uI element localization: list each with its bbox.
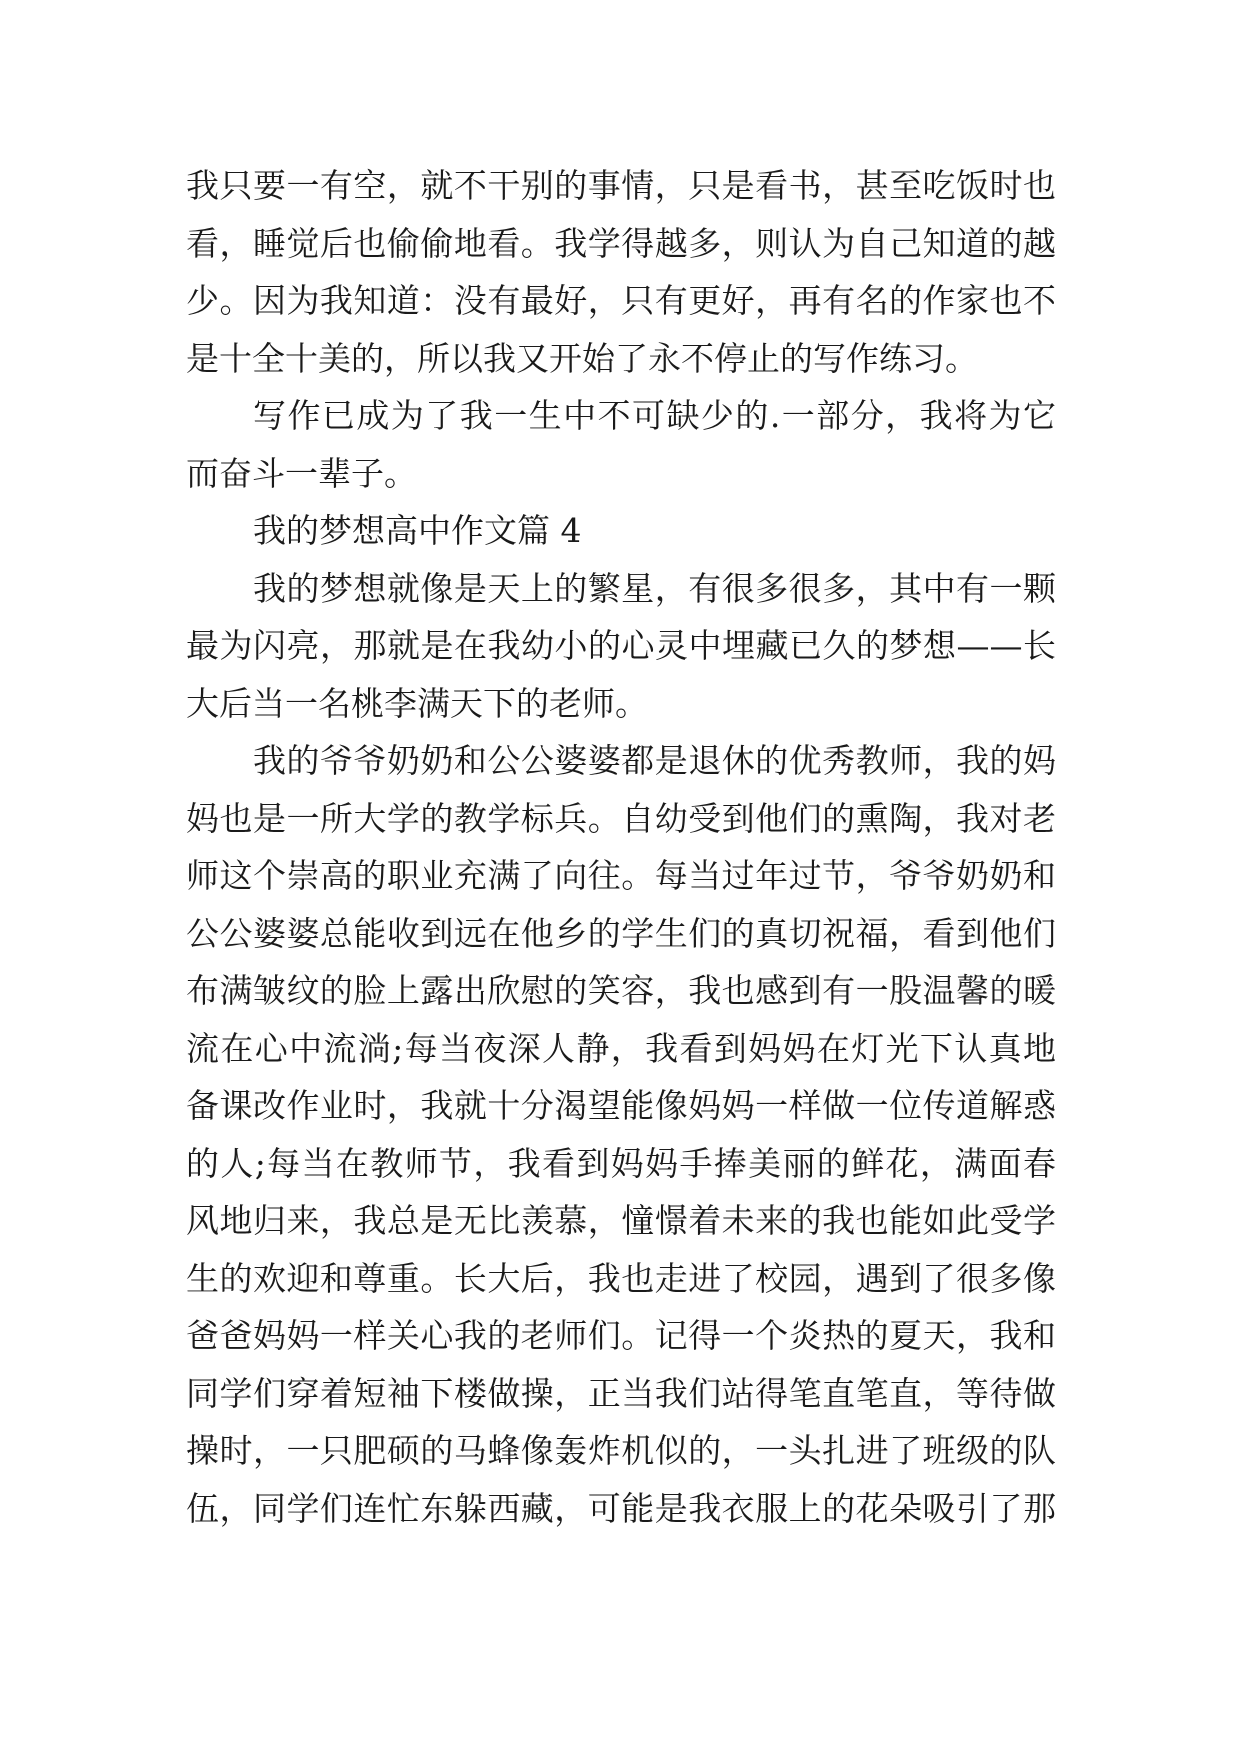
text-line: 最为闪亮，那就是在我幼小的心灵中埋藏已久的梦想——长 [186,626,1056,665]
text-line: 写作已成为了我一生中不可缺少的.一部分，我将为它 [253,396,1056,435]
text-line: 风地归来，我总是无比羡慕，憧憬着未来的我也能如此受学 [186,1201,1056,1240]
text-line: 操时，一只肥硕的马蜂像轰炸机似的，一头扎进了班级的队 [186,1431,1056,1470]
text-line: 少。因为我知道：没有最好，只有更好，再有名的作家也不 [186,281,1056,320]
text-line: 我只要一有空，就不干别的事情，只是看书，甚至吃饭时也 [186,166,1056,205]
text-line: 公公婆婆总能收到远在他乡的学生们的真切祝福，看到他们 [186,913,1056,953]
text-line: 生的欢迎和尊重。长大后，我也走进了校园，遇到了很多像 [186,1258,1056,1298]
text-line: 大后当一名桃李满天下的老师。 [186,683,648,723]
text-line: 的人;每当在教师节，我看到妈妈手捧美丽的鲜花，满面春 [186,1143,1056,1183]
text-line: 同学们穿着短袖下楼做操，正当我们站得笔直笔直，等待做 [186,1373,1056,1413]
text-line: 而奋斗一辈子。 [186,453,417,493]
text-line: 流在心中流淌;每当夜深人静，我看到妈妈在灯光下认真地 [186,1028,1056,1068]
text-line: 看，睡觉后也偷偷地看。我学得越多，则认为自己知道的越 [186,223,1056,263]
section-heading: 我的梦想高中作文篇 4 [253,511,582,550]
text-line: 我的梦想就像是天上的繁星，有很多很多，其中有一颗 [253,568,1056,608]
text-line: 是十全十美的，所以我又开始了永不停止的写作练习。 [186,338,978,378]
text-line: 我的爷爷奶奶和公公婆婆都是退休的优秀教师，我的妈 [253,741,1056,780]
text-line: 师这个崇高的职业充满了向往。每当过年过节，爷爷奶奶和 [186,856,1056,895]
text-line: 妈也是一所大学的教学标兵。自幼受到他们的熏陶，我对老 [186,798,1056,838]
text-line: 布满皱纹的脸上露出欣慰的笑容，我也感到有一股温馨的暖 [186,971,1056,1010]
text-line: 伍，同学们连忙东躲西藏，可能是我衣服上的花朵吸引了那 [186,1488,1056,1528]
text-line: 备课改作业时，我就十分渴望能像妈妈一样做一位传道解惑 [186,1086,1056,1125]
essay-text [186,157,1056,1537]
text-line: 爸爸妈妈一样关心我的老师们。记得一个炎热的夏天，我和 [186,1316,1056,1355]
